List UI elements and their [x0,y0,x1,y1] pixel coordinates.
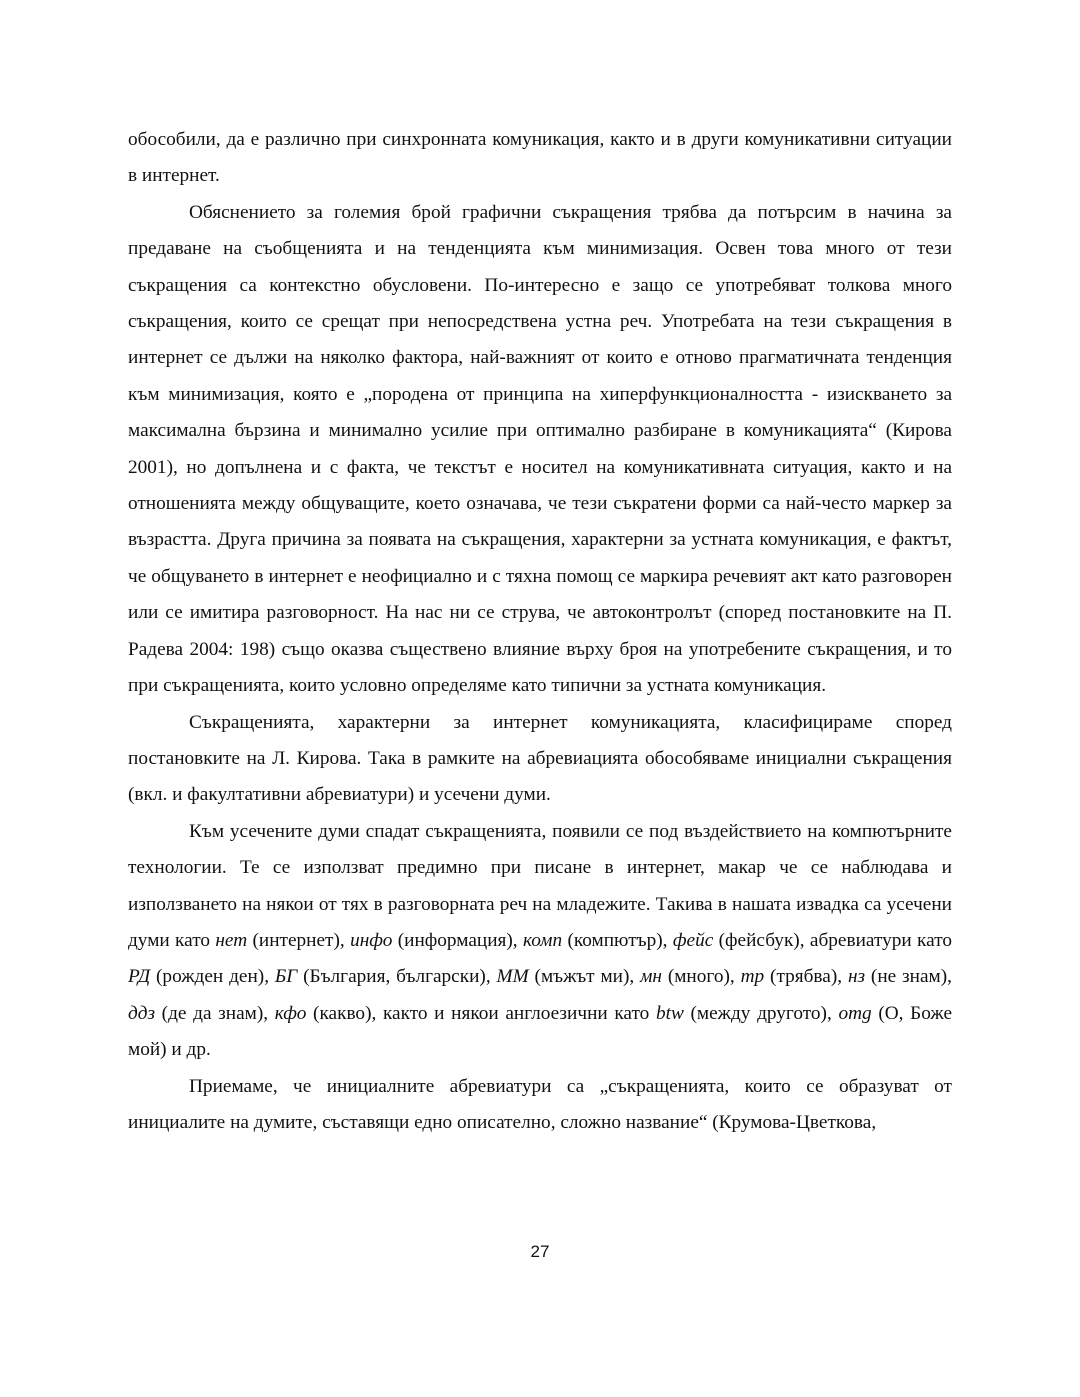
italic-term: кфо [274,1002,307,1024]
italic-term: фейс [672,929,714,951]
text-run: (България, български), [297,966,497,988]
text-run: (какво), както и някои англоезични като [306,1002,656,1024]
italic-term: тр [740,966,765,988]
italic-term: нз [847,966,866,988]
text-run: (интернет), [247,929,351,951]
italic-term: btw [655,1002,684,1024]
text-run: (рожден ден), [150,966,275,988]
text-run: (между другото), [683,1002,839,1024]
text-run: (не знам), [865,966,952,988]
page-number: 27 [530,1242,550,1261]
text-run: обособили, да е различно при синхронната комуникация, както и в други комуникативни ситуации в интернет. [128,129,952,187]
text-run: (трябва), [764,966,848,988]
italic-term: инфо [350,929,393,951]
text-run: Към усечените думи спадат съкращенията, появили се под въздействието на компютърните технологии. Те се използват предимно при писане в интернет, макар че се наблюдава и използването на някои от тях в разговорната реч на младежите. Такива в нашата извадка са усечени думи като [128,820,952,951]
text-run: Обяснението за големия брой графични съкращения трябва да потърсим в начина за предаване на съобщенията и на тенденцията към минимизация. Освен това много от тези съкращения са контекстно обусловени. По-интересно е защо се употребяват толкова много съкращения, които се срещат при непосредствена устна реч. Употребата на тези съкращения в интернет се дължи на няколко фактора, най-важният от които е отново прагматичната тенденция към минимизация, която е „породена от принципа на хиперфункционалността - изискването за максимална бързина и минимално усилие при оптимално разбиране в комуникацията“ (Кирова 2001), но допълнена и с факта, че текстът е носител на комуникативната ситуация, както и на отношенията между общуващите, което означава, че тези съкратени форми са най-често маркер за възрастта. Друга причина за появата на съкращения, характерни за устната комуникация, е фактът, че общуването в интернет е неофициално и с тяхна помощ се маркира речевият акт като разговорен или се имитира разговорност. На нас ни се струва, че автоконтролът (според постановките на П. Радева 2004: 198) също оказва съществено влияние върху броя на употребените съкращения, и то при съкращенията, които условно определяме като типични за устната комуникация. [128,201,952,697]
italic-term: комп [522,929,563,951]
text-run: (О, Боже мой) и др. [128,1002,953,1061]
italic-term: РД [128,966,151,988]
text-run: (информация), [392,929,523,951]
text-run: (фейсбук), абревиатури като [713,929,953,951]
paragraph [128,705,952,814]
italic-term: БГ [274,966,298,988]
italic-term: omg [838,1002,872,1024]
paragraph [128,1069,952,1142]
body-text [128,122,952,1141]
paragraph [128,122,952,195]
italic-term: мн [640,966,662,988]
text-run: (де да знам), [155,1002,275,1024]
italic-term: ММ [496,966,529,988]
text-run: Съкращенията, характерни за интернет комуникацията, класифицираме според постановките на Л. Кирова. Така в рамките на абревиацията обособяваме инициални съкращения (вкл. и факултативни абревиатури) и усечени думи. [128,711,952,806]
text-run: (мъжът ми), [528,966,641,988]
text-run: (компютър), [562,929,673,951]
italic-term: ддз [128,1002,156,1024]
text-run: (много), [661,966,741,988]
italic-term: нет [215,929,248,951]
text-run: Приемаме, че инициалните абревиатури са „съкращенията, които се образуват от инициалите на думите, съставящи едно описателно, сложно название“ (Крумова-Цветкова, [128,1075,952,1133]
paragraph [128,195,952,705]
paragraph [128,814,952,1069]
